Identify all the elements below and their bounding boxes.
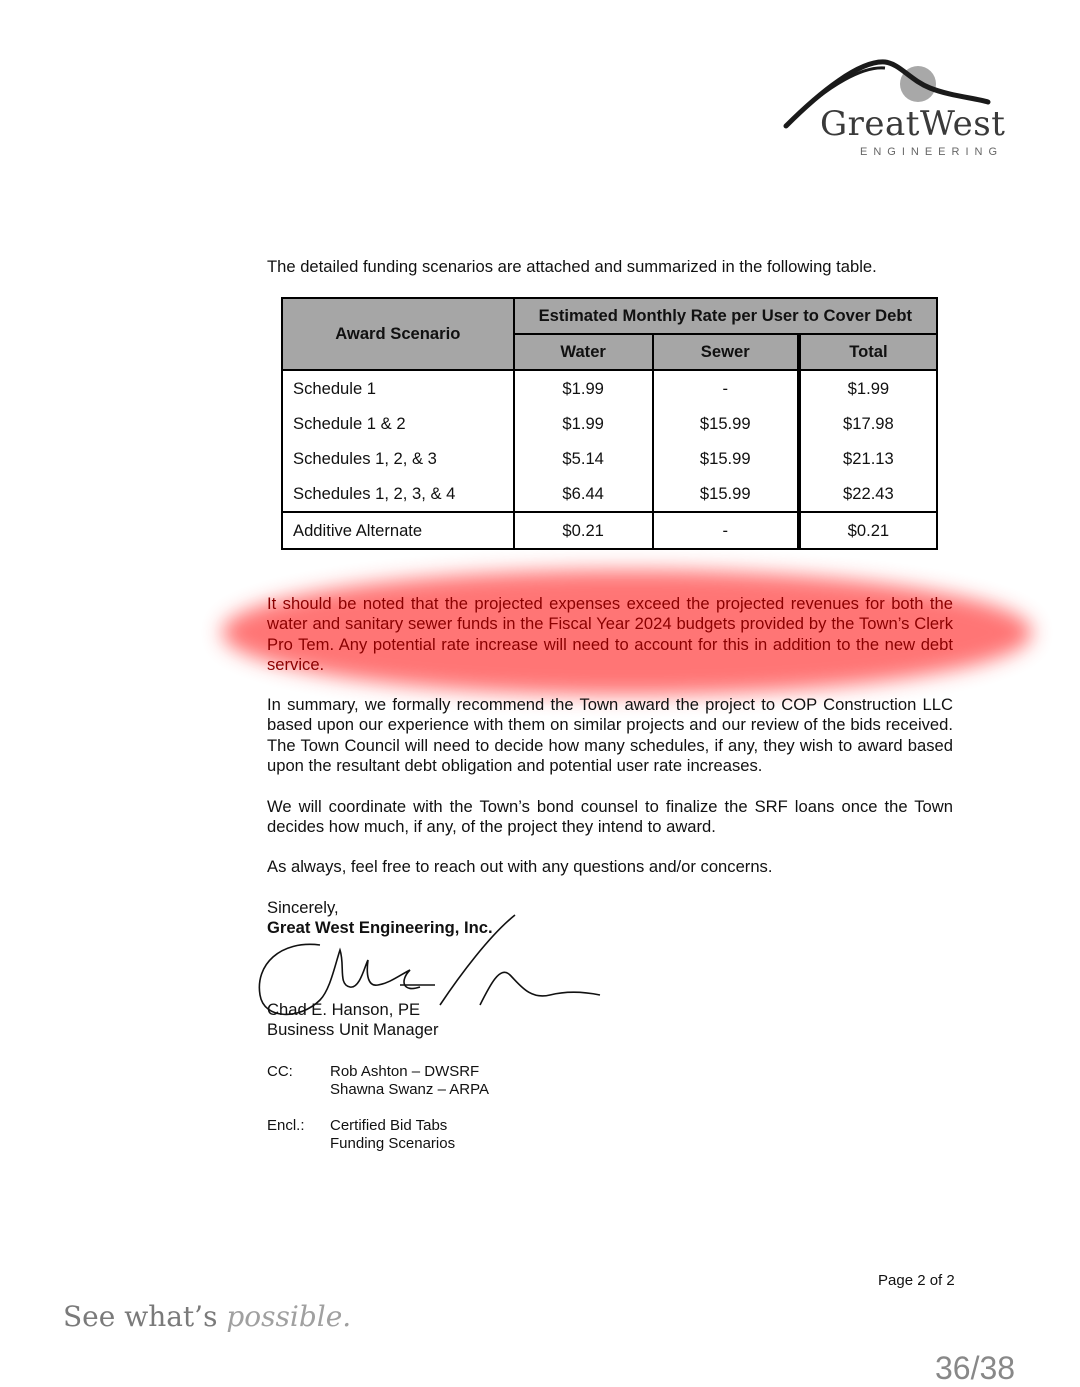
cell-scenario: Schedule 1 & 2 (282, 406, 514, 441)
cell-scenario: Schedules 1, 2, & 3 (282, 441, 514, 476)
cell-total: $21.13 (799, 441, 937, 476)
cell-total: $1.99 (799, 370, 937, 406)
table-row (282, 512, 937, 549)
table-row (282, 476, 937, 512)
sincerely-line: Sincerely, (267, 898, 339, 917)
cell-total: $17.98 (799, 406, 937, 441)
cell-water: $6.44 (514, 476, 653, 512)
enclosure-item: Funding Scenarios (330, 1135, 456, 1152)
logo-name: GreatWest (820, 104, 1006, 144)
cell-water: $5.14 (514, 441, 653, 476)
cell-total: $0.21 (799, 512, 937, 549)
coordinate-paragraph: We will coordinate with the Town’s bond counsel to finalize the SRF loans once the Town decides how much, if any, of the project they intend to award. (267, 797, 953, 837)
table-row (282, 370, 937, 406)
company-logo (780, 52, 1030, 162)
encl-label: Encl.: (267, 1117, 305, 1134)
note-paragraph: It should be noted that the projected expenses exceed the projected revenues for both the water and sanitary sewer funds in the Fiscal Year 2024 budgets provided by the Town’s Clerk Pro Tem. Any potential rate increase will need to account for this in addition to the new debt service. (267, 594, 953, 674)
header-award-scenario: Award Scenario (282, 298, 514, 370)
cell-sewer: $15.99 (653, 476, 799, 512)
header-total: Total (799, 334, 937, 370)
table-row (282, 441, 937, 476)
tagline-emphasis: possible. (226, 1300, 352, 1333)
cell-sewer: - (653, 512, 799, 549)
signer-title: Business Unit Manager (267, 1020, 439, 1039)
header-water: Water (514, 334, 653, 370)
document-page-counter: 36/38 (935, 1350, 1016, 1386)
cell-water: $0.21 (514, 512, 653, 549)
table-row (282, 406, 937, 441)
cell-total: $22.43 (799, 476, 937, 512)
rates-table (281, 297, 938, 550)
summary-paragraph: In summary, we formally recommend the Town award the project to COP Construction LLC based upon our experience with them on similar projects and our review of the bids received. The Town Council will need to decide how many schedules, if any, they wish to award based upon the resultant debt obligation and potential user rate increases. (267, 695, 953, 775)
intro-paragraph: The detailed funding scenarios are attached and summarized in the following table. (267, 257, 877, 276)
cell-water: $1.99 (514, 370, 653, 406)
tagline (63, 1300, 351, 1333)
page-number: Page 2 of 2 (878, 1272, 955, 1289)
cc-recipient: Shawna Swanz – ARPA (330, 1081, 489, 1098)
cell-sewer: $15.99 (653, 406, 799, 441)
cell-scenario: Schedule 1 (282, 370, 514, 406)
logo-subtitle: ENGINEERING (860, 146, 1004, 158)
header-sewer: Sewer (653, 334, 799, 370)
cell-sewer: $15.99 (653, 441, 799, 476)
cell-scenario: Additive Alternate (282, 512, 514, 549)
company-name: Great West Engineering, Inc. (267, 918, 493, 937)
cell-water: $1.99 (514, 406, 653, 441)
tagline-prefix: See what’s (63, 1300, 227, 1333)
closing-remark: As always, feel free to reach out with any questions and/or concerns. (267, 857, 773, 876)
signer-name: Chad E. Hanson, PE (267, 1000, 421, 1019)
cc-label: CC: (267, 1063, 293, 1080)
enclosure-item: Certified Bid Tabs (330, 1117, 448, 1134)
cc-recipient: Rob Ashton – DWSRF (330, 1063, 480, 1080)
cell-sewer: - (653, 370, 799, 406)
header-estimated-rate: Estimated Monthly Rate per User to Cover Debt (514, 298, 937, 334)
cell-scenario: Schedules 1, 2, 3, & 4 (282, 476, 514, 512)
